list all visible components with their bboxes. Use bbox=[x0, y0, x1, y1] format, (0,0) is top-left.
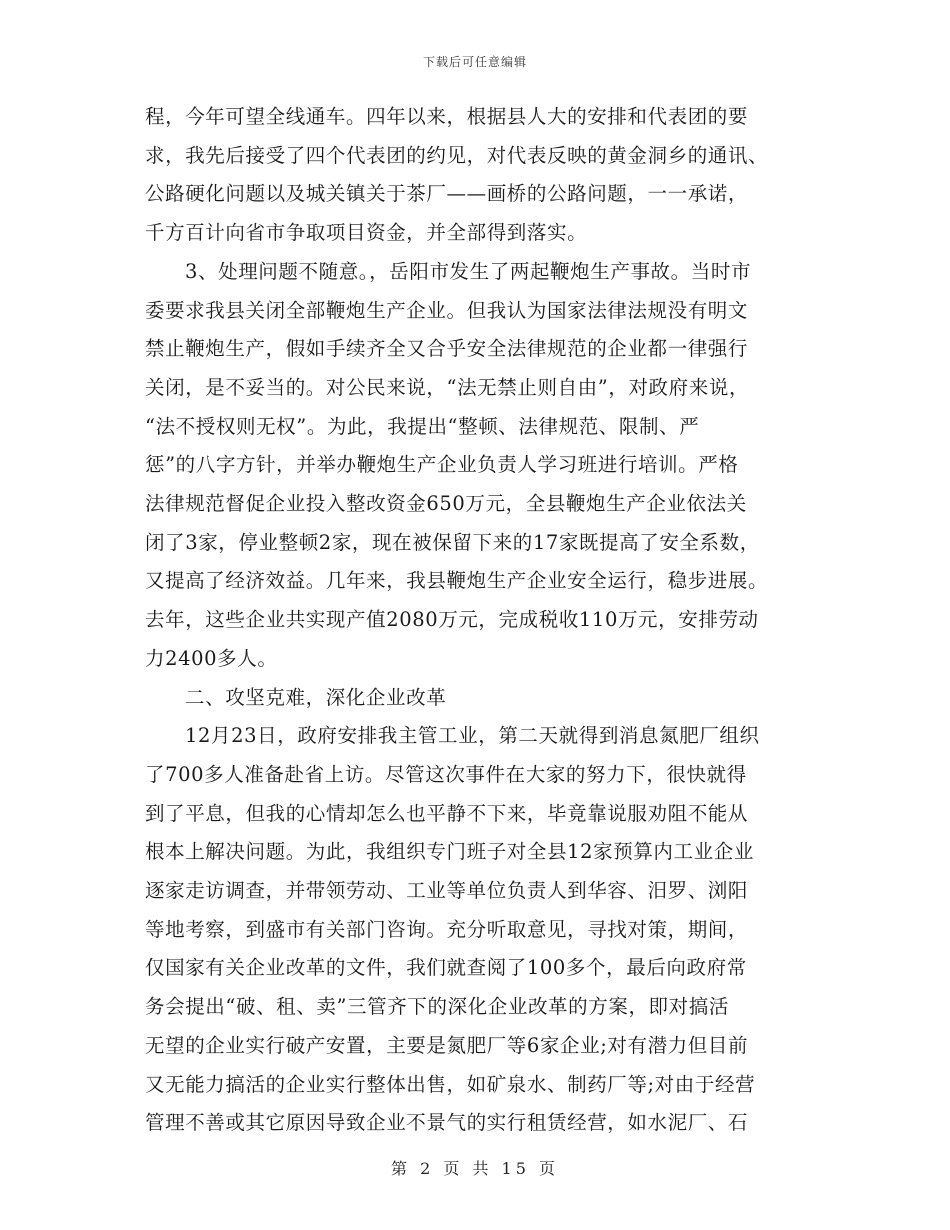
document-body bbox=[145, 98, 815, 1143]
text-line: 关闭，是不妥当的。对公民来说，“法无禁止则自由”，对政府来说， bbox=[145, 375, 750, 399]
text-line: 逐家走访调查，并带领劳动、工业等单位负责人到华容、汨罗、浏阳 bbox=[145, 879, 749, 903]
text-line: 闭了3家，停业整顿2家，现在被保留下来的17家既提高了安全系数， bbox=[145, 530, 760, 554]
text-line: 求，我先后接受了四个代表团的约见，对代表反映的黄金洞乡的通讯、 bbox=[145, 143, 769, 167]
text-line: 委要求我县关闭全部鞭炮生产企业。但我认为国家法律法规没有明文 bbox=[145, 298, 749, 322]
text-line: 去年，这些企业共实现产值2080万元，完成税收110万元，安排劳动 bbox=[145, 608, 759, 632]
page-footer: 第 2 页 共 15 页 bbox=[391, 1159, 559, 1178]
text-line: “法不授权则无权”。为此，我提出“整顿、法律规范、限制、严 bbox=[145, 414, 700, 438]
text-line: 惩”的八字方针，并举办鞭炮生产企业负责人学习班进行培训。严格 bbox=[145, 453, 739, 477]
text-line: 等地考察，到盛市有关部门咨询。充分听取意见，寻找对策，期间， bbox=[145, 917, 749, 941]
text-line: 程，今年可望全线通车。四年以来，根据县人大的安排和代表团的要 bbox=[145, 105, 749, 128]
text-line: 根本上解决问题。为此，我组织专门班子对全县12家预算内工业企业 bbox=[145, 840, 754, 864]
paragraph-start-line: 3、处理问题不随意。，岳阳市发生了两起鞭炮生产事故。当时市 bbox=[185, 259, 752, 283]
text-line: 法律规范督促企业投入整改资金650万元，全县鞭炮生产企业依法关 bbox=[145, 492, 747, 516]
section-heading: 二、攻坚克难，深化企业改革 bbox=[185, 685, 447, 709]
text-line: 公路硬化问题以及城关镇关于茶厂——画桥的公路问题，一一承诺， bbox=[145, 182, 749, 206]
text-line: 禁止鞭炮生产，假如手续齐全又合乎安全法律规范的企业都一律强行 bbox=[145, 337, 749, 361]
text-line: 管理不善或其它原因导致企业不景气的实行租赁经营，如水泥厂、石 bbox=[145, 1111, 749, 1135]
text-line: 无望的企业实行破产安置，主要是氮肥厂等6家企业;对有潜力但目前 bbox=[145, 1033, 749, 1057]
text-line: 千方百计向省市争取项目资金，并全部得到落实。 bbox=[145, 221, 588, 245]
text-line: 了700多人准备赴省上访。尽管这次事件在大家的努力下，很快就得 bbox=[145, 762, 747, 786]
text-line: 务会提出“破、租、卖”三管齐下的深化企业改革的方案，即对搞活 bbox=[145, 995, 729, 1019]
page-header: 下载后可任意编辑 bbox=[422, 55, 527, 69]
text-line: 力2400多人。 bbox=[145, 646, 278, 670]
text-line: 又提高了经济效益。几年来，我县鞭炮生产企业安全运行，稳步进展。 bbox=[145, 569, 769, 593]
text-line: 仅国家有关企业改革的文件，我们就查阅了100多个，最后向政府常 bbox=[145, 956, 747, 980]
text-line: 又无能力搞活的企业实行整体出售，如矿泉水、制药厂等;对由于经营 bbox=[145, 1072, 756, 1096]
paragraph-start-line: 12月23日，政府安排我主管工业，第二天就得到消息氮肥厂组织 bbox=[185, 724, 760, 748]
text-line: 到了平息，但我的心情却怎么也平静不下来，毕竟靠说服劝阻不能从 bbox=[145, 801, 749, 825]
